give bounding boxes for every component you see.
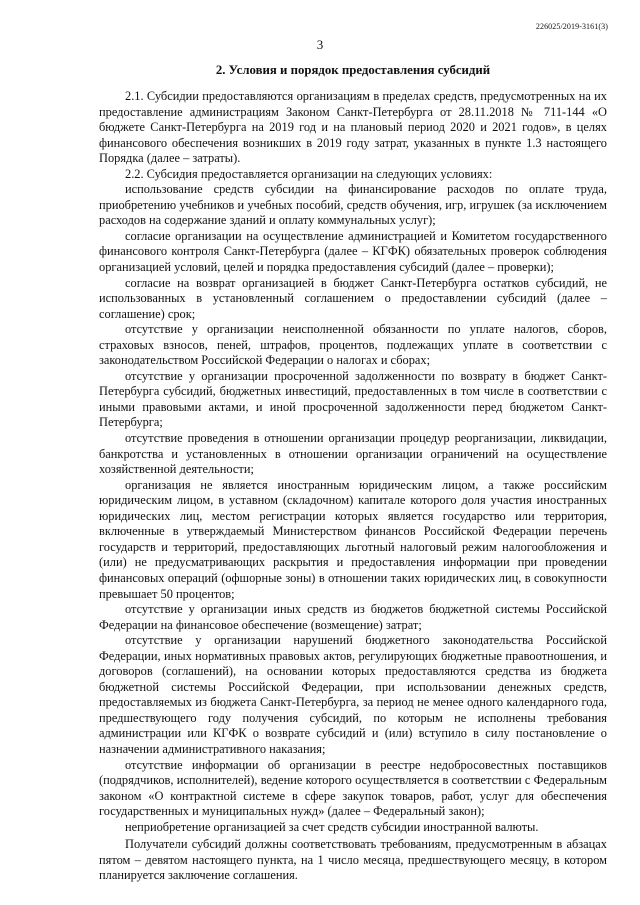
paragraph-requirements-date: Получатели субсидий должны соответствовать требованиям, предусмотренным в абзацах пятом – девятом настоящего пункта, на 1 число месяца, предшествующего месяцу, в котором планируется заключение соглашения.	[99, 837, 607, 883]
condition-not-in-registry: отсутствие информации об организации в реестре недобросовестных поставщиков (подрядчиков, исполнителей), ведение которого осуществляется в соответствии с Федеральным законом «О контрактной системе в сфере закупок товаров, работ, услуг для обеспечения государственных и муниципальных нужд» (далее – Федеральный закон);	[99, 757, 607, 819]
condition-no-overdue-debt: отсутствие у организации просроченной задолженности по возврату в бюджет Санкт-Петербурга субсидий, бюджетных инвестиций, предоставленных в том числе в соответствии с иными правовыми актами, и иной просроченной задолженности перед бюджетом Санкт-Петербурга;	[99, 368, 607, 430]
document-registration-number: 226025/2019-3161(3)	[535, 22, 608, 31]
condition-not-foreign-entity: организация не является иностранным юридическим лицом, а также российским юридическим лицом, в уставном (складочном) капитале которого доля участия иностранных юридических лиц, местом регистрации которых является государство или территория, включенные в утверждаемый Министерством финансов Российской Федерации перечень государств и территорий, предоставляющих льготный налоговый режим налогообложения и (или) не предусматривающих раскрытия и предоставления информации при проведении финансовых операций (офшорные зоны) в отношении таких юридических лиц, в совокупности превышает 50 процентов;	[99, 477, 607, 601]
document-body	[99, 62, 607, 884]
condition-no-foreign-currency: неприобретение организацией за счет средств субсидии иностранной валюты.	[125, 819, 539, 834]
condition-consent-return: согласие на возврат организацией в бюджет Санкт-Петербурга остатков субсидий, не использованных в установленный соглашением о предоставлении субсидий (далее – соглашение) срок;	[99, 275, 607, 321]
page-number: 3	[316, 37, 324, 52]
paragraph-2-1: 2.1. Субсидии предоставляются организациям в пределах средств, предусмотренных на их предоставление администрациям Законом Санкт-Петербурга от 28.11.2018 № 711-144 «О бюджете Санкт-Петербурга на 2019 год и на плановый период 2020 и 2021 годов», в целях финансового обеспечения возникших в 2019 году затрат, указанных в пункте 1.3 настоящего Порядка (далее – затраты).	[99, 89, 607, 166]
condition-no-reorganization: отсутствие проведения в отношении организации процедур реорганизации, ликвидации, банкротства и установленных в отношении организации ограничений на осуществление хозяйственной деятельности;	[99, 431, 607, 477]
condition-no-budget-violations: отсутствие у организации нарушений бюджетного законодательства Российской Федерации, иных нормативных правовых актов, регулирующих бюджетные правоотношения, и договоров (соглашений), на основании которых предоставляются средства из бюджета бюджетной системы Российской Федерации, при использовании денежных средств, предоставляемых из бюджета Санкт-Петербурга, за период не менее одного календарного года, предшествующего году получения субсидий, по которым не исполнены требования администрации или КГФК о возврате субсидий и (или) вступило в силу постановление о назначении административного наказания;	[99, 633, 607, 756]
condition-use-of-funds: использование средств субсидии на финансирование расходов по оплате труда, приобретению учебников и учебных пособий, средств обучения, игр, игрушек (за исключением расходов на содержание зданий и оплату коммунальных услуг);	[99, 182, 607, 228]
condition-consent-inspections: согласие организации на осуществление администрацией и Комитетом государственного финансового контроля Санкт-Петербурга (далее – КГФК) обязательных проверок соблюдения организацией условий, целей и порядка предоставления субсидий (далее – проверки);	[99, 228, 607, 275]
condition-no-tax-debt: отсутствие у организации неисполненной обязанности по уплате налогов, сборов, страховых взносов, пеней, штрафов, процентов, подлежащих уплате в соответствии с законодательством Российской Федерации о налогах и сборах;	[99, 322, 607, 368]
condition-no-other-budget-funds: отсутствие у организации иных средств из бюджетов бюджетной системы Российской Федерации на финансовое обеспечение (возмещение) затрат;	[99, 602, 607, 632]
paragraph-2-2: 2.2. Субсидия предоставляется организации на следующих условиях:	[125, 166, 493, 181]
section-heading: 2. Условия и порядок предоставления субсидий	[215, 63, 491, 77]
